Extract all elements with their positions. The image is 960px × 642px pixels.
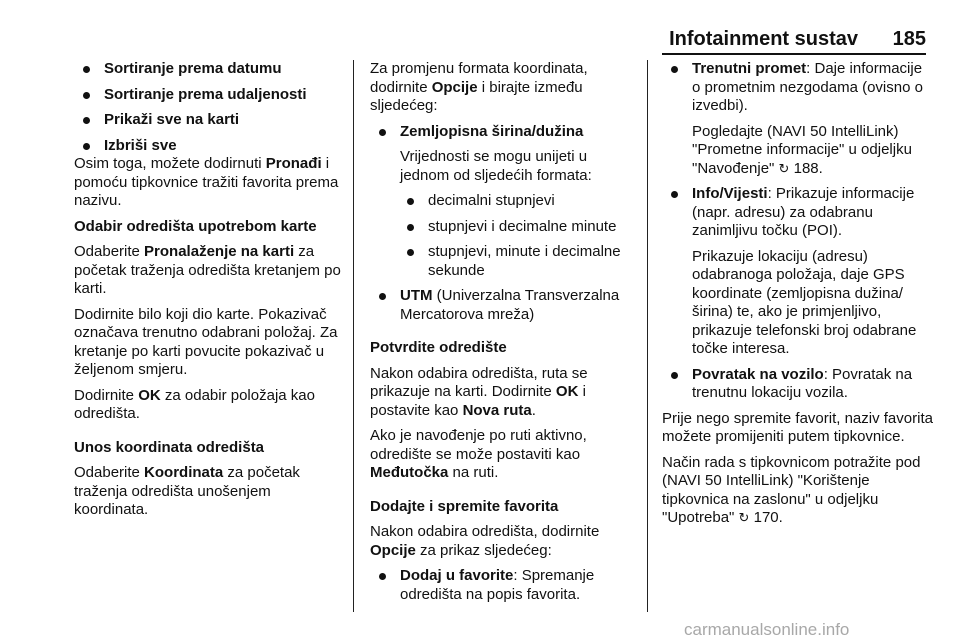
column-3 — [662, 60, 934, 535]
list-item: Izbriši sve — [74, 137, 346, 156]
sub-list-item: stupnjevi, minute i decimalne sekunde — [370, 243, 638, 280]
list-item: Zemljopisna širina/dužina — [370, 123, 638, 142]
sub-list-item: decimalni stupnjevi — [370, 192, 638, 211]
section-heading: Potvrdite odredište — [370, 339, 507, 356]
watermark: carmanualsonline.info — [684, 620, 850, 639]
list-item: UTM (Univerzalna Transverzalna Mercatorova mreža) — [370, 287, 638, 324]
cross-reference: Pogledajte (NAVI 50 IntelliLink) "Prometne informacije" u odjeljku "Navođenje" ↻ 188. — [692, 122, 912, 177]
page-ref-icon: ↻ — [778, 160, 790, 176]
section-heading: Dodajte i spremite favorita — [370, 497, 559, 515]
paragraph: Prije nego spremite favorit, naziv favorita možete promijeniti putem tipkovnice. — [662, 409, 933, 445]
section-title: Infotainment sustav — [669, 28, 858, 50]
list-item: Prikaži sve na karti — [74, 111, 346, 130]
paragraph: Nakon odabira odredišta, dodirnite Opcije za prikaz sljedećeg: — [370, 523, 600, 559]
column-divider-2 — [647, 60, 648, 612]
paragraph: Osim toga, možete dodirnuti Pronađi i pomoću tipkovnice tražiti favorita prema nazivu. — [74, 155, 339, 209]
column-2 — [370, 60, 638, 611]
paragraph: Za promjenu formata koordinata, dodirnite Opcije i birajte između sljedećeg: — [370, 60, 588, 114]
paragraph: Odaberite Pronalaženje na karti za početak traženja odredišta kretanjem po karti. — [74, 243, 341, 297]
list-item: Sortiranje prema datumu — [74, 60, 346, 79]
sub-list-item: stupnjevi i decimalne minute — [370, 218, 638, 237]
paragraph: Prikazuje lokaciju (adresu) odabranoga položaja, daje GPS koordinate (zemljopisna dužina/ širina) te, ako je primjenljivo, prikazuje telefonski broj odabrane točke interesa. — [692, 247, 917, 357]
column-divider-1 — [353, 60, 354, 612]
paragraph: Ako je navođenje po ruti aktivno, odredište se može postaviti kao Međutočka na ruti. — [370, 427, 587, 481]
section-heading: Unos koordinata odredišta — [74, 438, 265, 456]
paragraph: Odaberite Koordinata za početak traženja odredišta unošenjem koordinata. — [74, 464, 300, 518]
list-item: Sortiranje prema udaljenosti — [74, 86, 346, 105]
page-ref-icon: ↻ — [738, 510, 750, 525]
list-item: Povratak na vozilo: Povratak na trenutnu lokaciju vozila. — [662, 366, 934, 403]
column-1 — [74, 60, 346, 527]
list-item: Info/Vijesti: Prikazuje informacije (napr. adresu) za odabranu zanimljivu točku (POI). — [662, 185, 934, 241]
cross-reference: Način rada s tipkovnicom potražite pod (NAVI 50 IntelliLink) "Korištenje tipkovnica na zaslonu" u odjeljku "Upotreba" ↻ 170. — [662, 453, 921, 526]
list-item: Trenutni promet: Daje informacije o prometnim nezgodama (ovisno o izvedbi). — [662, 60, 934, 116]
paragraph: Nakon odabira odredišta, ruta se prikazuje na karti. Dodirnite OK i postavite kao Nova ruta. — [370, 364, 588, 419]
paragraph: Dodirnite bilo koji dio karte. Pokazivač označava trenutno odabrani položaj. Za kretanje po karti povucite pokazivač u željenom smjeru. — [74, 305, 338, 378]
paragraph: Dodirnite OK za odabir položaja kao odredišta. — [74, 386, 315, 422]
header-rule — [662, 53, 926, 55]
paragraph: Vrijednosti se mogu unijeti u jednom od sljedećih formata: — [400, 148, 592, 184]
page-number: 185 — [892, 28, 926, 50]
page-header — [640, 28, 926, 54]
section-heading: Odabir odredišta upotrebom karte — [74, 217, 317, 235]
list-item: Dodaj u favorite: Spremanje odredišta na popis favorita. — [370, 567, 638, 604]
